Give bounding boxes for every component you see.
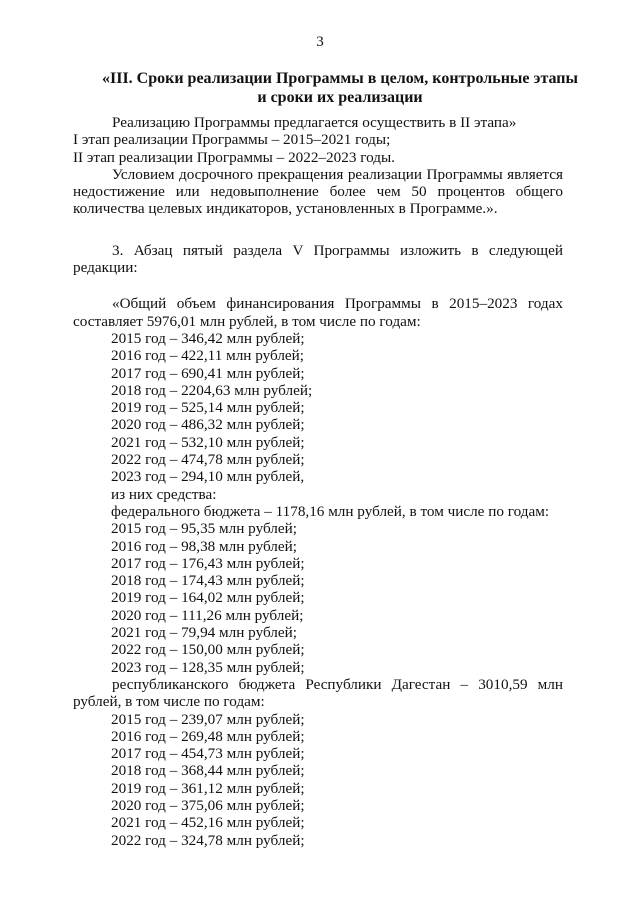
paragraph-stage-1: I этап реализации Программы – 2015–2021 годы; — [73, 131, 391, 149]
list-item: 2015 год – 95,35 млн рублей; — [111, 520, 297, 538]
paragraph-stages-intro: Реализацию Программы предлагается осуществить в II этапа» — [112, 114, 517, 131]
list-item: 2019 год – 164,02 млн рублей; — [111, 589, 305, 607]
section-heading-line-1: «III. Сроки реализации Программы в целом, контрольные этапы — [101, 70, 578, 87]
section-heading-line-2: и сроки их реализации — [257, 89, 423, 106]
list-item: 2020 год – 375,06 млн рублей; — [111, 796, 305, 814]
list-item: 2023 год – 128,35 млн рублей; — [111, 658, 305, 676]
paragraph-termination-line-2: недостижение или недовыполнение более чем 50 процентов общего — [73, 183, 563, 201]
list-item: 2018 год – 174,43 млн рублей; — [111, 572, 305, 590]
list-item: 2021 год – 532,10 млн рублей; — [111, 433, 305, 451]
list-item: 2022 год – 150,00 млн рублей; — [111, 641, 305, 659]
paragraph-item-3-line-2: редакции: — [73, 259, 138, 277]
list-item: 2019 год – 361,12 млн рублей; — [111, 779, 305, 797]
list-item: 2015 год – 346,42 млн рублей; — [111, 329, 305, 347]
total-years-list — [73, 330, 563, 486]
list-item: 2018 год – 368,44 млн рублей; — [111, 762, 305, 780]
section-heading — [90, 69, 590, 107]
document-body — [73, 114, 563, 849]
of-which-label: из них средства: — [111, 485, 217, 503]
list-item: 2023 год – 294,10 млн рублей, — [111, 468, 305, 486]
list-item: 2022 год – 474,78 млн рублей; — [111, 451, 305, 469]
list-item: 2016 год – 98,38 млн рублей; — [111, 537, 297, 555]
paragraph-termination-line-1: Условием досрочного прекращения реализации Программы является — [112, 165, 563, 183]
list-item: 2016 год – 422,11 млн рублей; — [111, 347, 305, 365]
federal-years-list — [73, 520, 563, 676]
list-item: 2017 год – 690,41 млн рублей; — [111, 364, 305, 382]
list-item: 2019 год – 525,14 млн рублей; — [111, 399, 305, 417]
list-item: 2018 год – 2204,63 млн рублей; — [111, 381, 313, 399]
list-item: 2016 год – 269,48 млн рублей; — [111, 727, 305, 745]
paragraph-item-3-line-1: 3. Абзац пятый раздела V Программы изложить в следующей — [112, 241, 563, 259]
republic-budget-intro-line-1: республиканского бюджета Республики Дагестан – 3010,59 млн — [112, 675, 563, 693]
list-item: 2020 год – 486,32 млн рублей; — [111, 416, 305, 434]
financing-intro-line-2: составляет 5976,01 млн рублей, в том числе по годам: — [73, 312, 421, 330]
page-number: 3 — [316, 34, 324, 50]
federal-budget-intro: федерального бюджета – 1178,16 млн рублей, в том числе по годам: — [111, 502, 550, 520]
financing-intro-line-1: «Общий объем финансирования Программы в 2015–2023 годах — [112, 295, 563, 313]
paragraph-stage-2: II этап реализации Программы – 2022–2023 годы. — [73, 148, 395, 166]
list-item: 2017 год – 176,43 млн рублей; — [111, 554, 305, 572]
list-item: 2017 год – 454,73 млн рублей; — [111, 745, 305, 763]
republic-budget-intro-line-2: рублей, в том числе по годам: — [73, 693, 265, 711]
list-item: 2021 год – 79,94 млн рублей; — [111, 624, 297, 642]
list-item: 2022 год – 324,78 млн рублей; — [111, 831, 305, 849]
paragraph-termination-line-3: количества целевых индикаторов, установленных в Программе.». — [73, 200, 498, 218]
list-item: 2020 год – 111,26 млн рублей; — [111, 606, 304, 624]
list-item: 2015 год – 239,07 млн рублей; — [111, 710, 305, 728]
republic-years-list — [73, 711, 563, 849]
list-item: 2021 год – 452,16 млн рублей; — [111, 814, 305, 832]
